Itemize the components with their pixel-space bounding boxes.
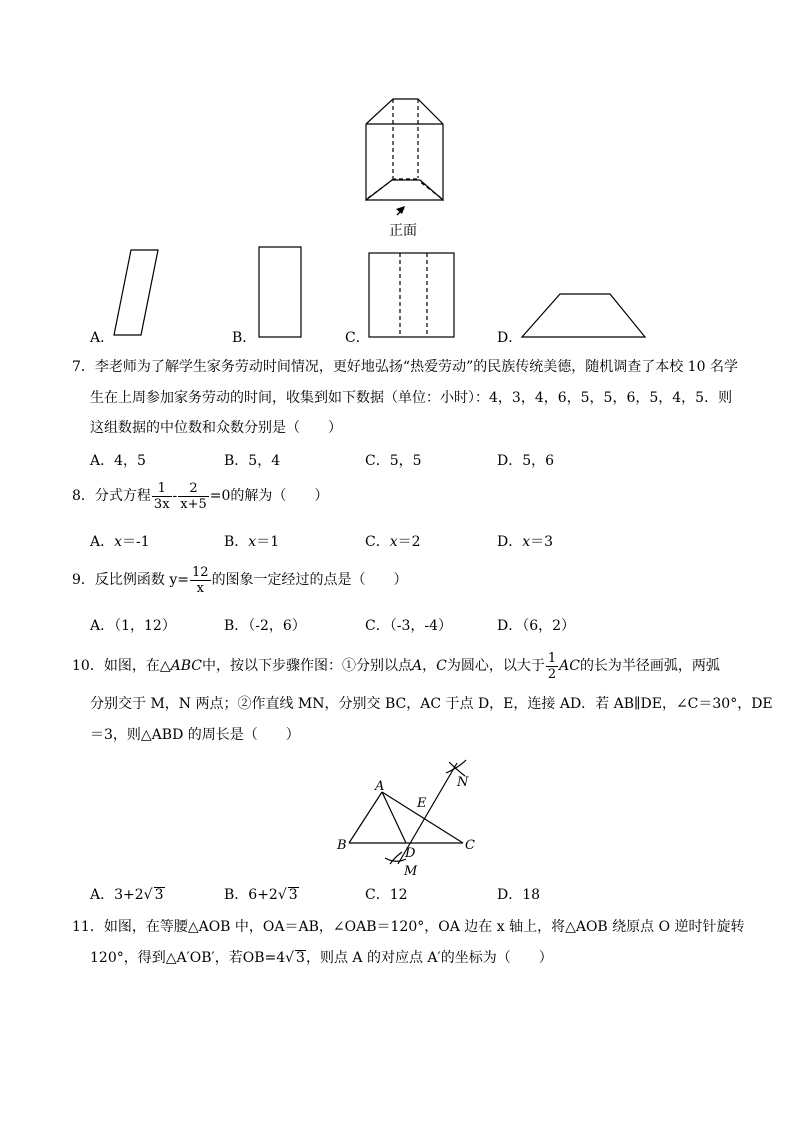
q10-option-b-pre: 6+2: [248, 887, 278, 903]
q10-option-b-letter: B．: [224, 887, 249, 903]
q9-option-b[interactable]: B．（-2，6）: [224, 618, 306, 634]
q10-text-d: A: [411, 658, 423, 674]
q7-line-3: 这组数据的中位数和众数分别是（ ）: [90, 420, 342, 436]
q8-frac1-num: 1: [152, 481, 172, 497]
q9-option-c[interactable]: C．（-3，-4）: [365, 618, 452, 634]
q11-line-1: [72, 917, 745, 937]
q10-text-h: AC: [559, 658, 580, 674]
label-m: M: [404, 864, 418, 879]
label-n: N: [457, 775, 469, 790]
q8-option-b-value: ＝1: [256, 534, 280, 550]
q10-half-den: 2: [547, 666, 557, 682]
q11-text-2a: 120°，得到△A′OB′，若OB=4: [90, 950, 286, 966]
q8-frac1-den: 3x: [153, 496, 170, 512]
q8-option-a-letter: A．: [90, 534, 115, 550]
q10-text-c: 中，按以下步骤作图：①分别以点: [201, 658, 412, 674]
label-c: C: [465, 838, 475, 853]
q10-text-f: C: [436, 658, 447, 674]
q8-option-d-letter: D．: [497, 534, 523, 550]
q10-option-b[interactable]: B．6+2√ 3: [224, 887, 298, 903]
q8-option-b-var: x: [248, 534, 257, 550]
q10-half-num: 1: [547, 650, 557, 666]
q8-option-a-value: ＝-1: [122, 534, 150, 550]
label-b: B: [337, 838, 347, 853]
q8-frac2-den: x+5: [180, 496, 207, 512]
q7-option-d[interactable]: D．5，6: [497, 453, 555, 469]
q6-option-d[interactable]: D．: [497, 330, 523, 346]
q6-option-a[interactable]: A．: [90, 330, 115, 346]
label-d: D: [405, 846, 416, 861]
q8-option-c-letter: C．: [365, 534, 390, 550]
label-a: A: [375, 779, 385, 794]
q10-option-a[interactable]: A．3+2√ 3: [90, 887, 164, 903]
q11-number: 11．: [72, 919, 104, 935]
q7-line-2: 生在上周参加家务劳动的时间，收集到如下数据（单位：小时）：4，3，4，6，5，5，6，5，4，5．则: [90, 390, 733, 406]
q10-line-3: ＝3，则△ABD 的周长是（ ）: [90, 727, 300, 743]
q11-line-2: 120°，得到△A′OB′，若OB=4√ 3，则点 A 的对应点 A′的坐标为（ ）: [90, 950, 553, 966]
arc-m-2: [390, 852, 402, 864]
q8-number: 8．: [72, 488, 95, 504]
q10-text-e: ，: [422, 658, 437, 674]
q8-option-d-var: x: [522, 534, 531, 550]
q10-option-a-pre: 3+2: [114, 887, 144, 903]
q9-frac-num: 12: [192, 564, 209, 580]
q8-option-c-value: ＝2: [397, 534, 421, 550]
q8-minus: -: [172, 488, 178, 504]
q10-line-2: 分别交于 M，N 两点；②作直线 MN，分别交 BC，AC 于点 D，E，连接 AD．若 AB∥DE，∠C＝30°，DE: [90, 696, 773, 712]
q9-frac-den: x: [196, 580, 204, 596]
q7-option-b[interactable]: B．5，4: [224, 453, 281, 469]
front-label: 正面: [389, 223, 417, 239]
q7-option-a[interactable]: A．4，5: [90, 453, 146, 469]
q9-suffix: 的图象一定经过的点是（ ）: [211, 572, 408, 588]
q10-text-a: 如图，在△: [103, 658, 171, 674]
q8-prefix: 分式方程: [94, 488, 151, 504]
q8-option-a-var: x: [114, 534, 123, 550]
q9-option-a[interactable]: A．（1，12）: [90, 618, 176, 634]
q7-number: 7．: [72, 359, 95, 375]
q10-number: 10．: [72, 658, 104, 674]
q7-text-1: 李老师为了解学生家务劳动时间情况，更好地弘扬“热爱劳动”的民族传统美德，随机调查了本校 10 名学: [94, 359, 738, 375]
q9-prefix: 反比例函数 y=: [94, 572, 190, 588]
q9-number: 9．: [72, 572, 95, 588]
q10-text-b: ABC: [170, 658, 202, 674]
arc-n-1: [446, 760, 466, 773]
q10-option-d[interactable]: D．18: [497, 887, 541, 903]
q10-option-b-radicand: 3: [288, 887, 298, 903]
q6-option-c[interactable]: C．: [345, 330, 370, 346]
q8-option-b-letter: B．: [224, 534, 249, 550]
q8-option-c-var: x: [389, 534, 398, 550]
q10-option-a-radicand: 3: [154, 887, 164, 903]
q8-frac2-num: 2: [178, 481, 209, 497]
q10-option-c[interactable]: C．12: [365, 887, 408, 903]
q11-text-2b: ，则点 A 的对应点 A′的坐标为（ ）: [305, 950, 553, 966]
q11-radicand: 3: [296, 950, 305, 966]
q10-text-g: 为圆心，以大于: [446, 658, 545, 674]
q10-text-i: 的长为半径画弧，两弧: [579, 658, 720, 674]
label-e: E: [417, 796, 427, 811]
q11-text-1: 如图，在等腰△AOB 中，OA＝AB，∠OAB＝120°，OA 边在 x 轴上，将△AOB 绕原点 O 逆时针旋转: [103, 919, 745, 935]
q6-option-b[interactable]: B．: [232, 330, 257, 346]
q8-suffix: =0的解为（ ）: [209, 488, 329, 504]
q10-option-a-letter: A．: [90, 887, 115, 903]
q9-option-d[interactable]: D．（6，2）: [497, 618, 576, 634]
segment-ab: [349, 792, 382, 843]
arc-m-1: [385, 858, 406, 861]
q8-option-d-value: ＝3: [530, 534, 554, 550]
q7-option-c[interactable]: C．5，5: [365, 453, 422, 469]
